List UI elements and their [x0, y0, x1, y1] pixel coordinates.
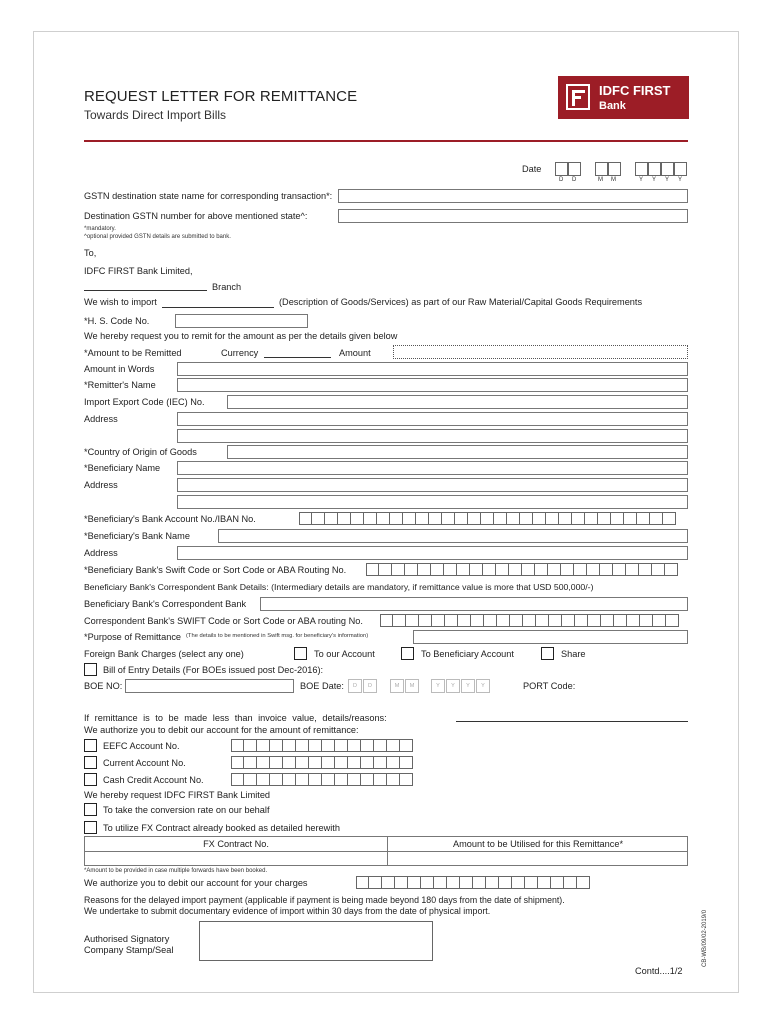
- fx-contract-no-cell[interactable]: [85, 852, 387, 866]
- ben-account-label: *Beneficiary's Bank Account No./IBAN No.: [84, 514, 256, 524]
- date-day-1[interactable]: [555, 162, 568, 176]
- date-ph-m2: M: [611, 177, 616, 183]
- charges-debit-label: We authorize you to debit our account for your charges: [84, 878, 308, 888]
- goods-description-line[interactable]: [162, 307, 274, 308]
- request-ltd-label: We hereby request IDFC FIRST Bank Limited: [84, 790, 271, 800]
- form-code: CB-WB/09/02-2019/0: [702, 909, 708, 967]
- undertake-text: We undertake to submit documentary evidence of import within 30 days from the date of physical import.: [84, 906, 491, 916]
- boe-date-month[interactable]: M M: [390, 679, 420, 693]
- beneficiary-name-label: *Beneficiary Name: [84, 463, 161, 473]
- logo-icon: [566, 84, 590, 110]
- form-page: [33, 31, 739, 993]
- fx-table: [84, 836, 688, 866]
- signatory-label: Authorised Signatory: [84, 934, 170, 944]
- amount-input[interactable]: [393, 345, 688, 359]
- boe-date-year[interactable]: Y Y Y Y: [431, 679, 491, 693]
- form-subtitle: Towards Direct Import Bills: [84, 108, 227, 122]
- eefc-checkbox[interactable]: [84, 739, 97, 752]
- beneficiary-address-input-1[interactable]: [177, 478, 688, 492]
- authorize-debit-label: We authorize you to debit our account for the amount of remittance:: [84, 725, 359, 735]
- charges-account-cells[interactable]: [356, 876, 590, 889]
- beneficiary-name-input[interactable]: [177, 461, 688, 475]
- port-code-label: PORT Code:: [523, 681, 576, 691]
- purpose-note: (The details to be mentioned in Swift msg. for beneficiary's information): [186, 633, 369, 639]
- charges-ben-label: To Beneficiary Account: [421, 649, 514, 659]
- fx-contract-label: To utilize FX Contract already booked as detailed herewith: [103, 823, 340, 833]
- charges-share-label: Share: [561, 649, 586, 659]
- boe-details-label: Bill of Entry Details (For BOEs issued post Dec-2016):: [103, 665, 324, 675]
- fx-amount-cell[interactable]: [388, 852, 688, 866]
- to-label: To,: [84, 248, 97, 258]
- iec-label: Import Export Code (IEC) No.: [84, 397, 205, 407]
- gstn-number-label: Destination GSTN number for above mentioned state^:: [84, 211, 308, 221]
- country-origin-label: *Country of Origin of Goods: [84, 447, 197, 457]
- boe-no-input[interactable]: [125, 679, 294, 693]
- remitter-name-label: *Remitter's Name: [84, 380, 156, 390]
- currency-line[interactable]: [264, 357, 331, 358]
- gstn-state-label: GSTN destination state name for corresponding transaction*:: [84, 191, 333, 201]
- remitter-address-input-1[interactable]: [177, 412, 688, 426]
- cash-credit-checkbox[interactable]: [84, 773, 97, 786]
- corr-swift-cells[interactable]: [380, 614, 679, 627]
- ben-account-cells[interactable]: [299, 512, 676, 525]
- date-ph-y3: Y: [665, 177, 670, 183]
- corr-bank-label: Beneficiary Bank's Correspondent Bank: [84, 599, 247, 609]
- date-year-3[interactable]: [661, 162, 674, 176]
- fx-table-col2-header: Amount to be Utilised for this Remittance*: [452, 839, 624, 849]
- bank-name: IDFC FIRST Bank Limited,: [84, 266, 193, 276]
- corr-bank-input[interactable]: [260, 597, 688, 611]
- ben-bank-name-input[interactable]: [218, 529, 688, 543]
- date-year-1[interactable]: [635, 162, 648, 176]
- date-ph-d1: D: [559, 177, 564, 183]
- cash-credit-cells[interactable]: [231, 773, 413, 786]
- remitter-address-label: Address: [84, 414, 118, 424]
- current-account-cells[interactable]: [231, 756, 413, 769]
- amount-words-input[interactable]: [177, 362, 688, 376]
- charges-our-label: To our Account: [314, 649, 375, 659]
- less-value-line[interactable]: [456, 721, 688, 722]
- bank-logo: [558, 76, 689, 119]
- eefc-label: EEFC Account No.: [103, 741, 180, 751]
- fx-table-col1-header: FX Contract No.: [203, 839, 269, 849]
- boe-no-label: BOE NO:: [84, 681, 123, 691]
- gstn-number-input[interactable]: [338, 209, 688, 223]
- ben-swift-cells[interactable]: [366, 563, 678, 576]
- gstn-note-mandatory: *mandatory.: [84, 226, 116, 232]
- currency-label: Currency: [221, 348, 259, 358]
- ben-bank-address-input[interactable]: [177, 546, 688, 560]
- purpose-label: *Purpose of Remittance: [84, 632, 182, 642]
- conversion-label: To take the conversion rate on our behalf: [103, 805, 270, 815]
- logo-line1: IDFC FIRST: [599, 83, 671, 98]
- stamp-label: Company Stamp/Seal: [84, 945, 174, 955]
- boe-date-day[interactable]: D D: [348, 679, 378, 693]
- charges-share-checkbox[interactable]: [541, 647, 554, 660]
- charges-our-checkbox[interactable]: [294, 647, 307, 660]
- iec-input[interactable]: [227, 395, 688, 409]
- date-year-2[interactable]: [648, 162, 661, 176]
- purpose-input[interactable]: [413, 630, 688, 644]
- logo-line2: Bank: [599, 100, 626, 112]
- branch-label: Branch: [212, 282, 242, 292]
- date-ph-y1: Y: [639, 177, 644, 183]
- date-year-4[interactable]: [674, 162, 687, 176]
- goods-description-text: (Description of Goods/Services) as part of our Raw Material/Capital Goods Requirements: [279, 297, 643, 307]
- date-label: Date: [522, 164, 542, 174]
- amount-remitted-label: *Amount to be Remitted: [84, 348, 182, 358]
- continued-label: Contd....1/2: [635, 966, 683, 976]
- boe-date-label: BOE Date:: [300, 681, 344, 691]
- header-divider: [84, 140, 688, 142]
- corr-swift-label: Correspondent Bank's SWIFT Code or Sort Code or ABA routing No.: [84, 616, 363, 626]
- gstn-state-input[interactable]: [338, 189, 688, 203]
- ben-bank-name-label: *Beneficiary's Bank Name: [84, 531, 190, 541]
- boe-checkbox[interactable]: [84, 663, 97, 676]
- corr-details-label: Beneficiary Bank's Correspondent Bank Details: (Intermediary details are mandatory, if remittance value is more that USD 500,000/-): [84, 582, 594, 592]
- conversion-checkbox[interactable]: [84, 803, 97, 816]
- date-month-1[interactable]: [595, 162, 608, 176]
- date-month-2[interactable]: [608, 162, 621, 176]
- charges-ben-checkbox[interactable]: [401, 647, 414, 660]
- delay-reason-text: Reasons for the delayed import payment (applicable if payment is being made beyond 180 days from the date of shipment).: [84, 895, 565, 905]
- date-ph-d2: D: [572, 177, 577, 183]
- beneficiary-address-label: Address: [84, 480, 118, 490]
- date-ph-y4: Y: [678, 177, 683, 183]
- date-ph-y2: Y: [652, 177, 657, 183]
- fx-contract-checkbox[interactable]: [84, 821, 97, 834]
- current-account-label: Current Account No.: [103, 758, 186, 768]
- bank-charges-label: Foreign Bank Charges (select any one): [84, 649, 244, 659]
- current-account-checkbox[interactable]: [84, 756, 97, 769]
- hs-code-label: *H. S. Code No.: [84, 316, 150, 326]
- signature-box[interactable]: [199, 921, 433, 961]
- date-day-2[interactable]: [568, 162, 581, 176]
- gstn-note-optional: ^optional provided GSTN details are submitted to bank.: [84, 234, 231, 240]
- wish-import-label: We wish to import: [84, 297, 157, 307]
- request-remit-text: We hereby request you to remit for the amount as per the details given below: [84, 331, 398, 341]
- form-title: REQUEST LETTER FOR REMITTANCE: [84, 88, 358, 105]
- remitter-address-input-2[interactable]: [177, 429, 688, 443]
- beneficiary-address-input-2[interactable]: [177, 495, 688, 509]
- ben-bank-address-label: Address: [84, 548, 118, 558]
- amount-label: Amount: [339, 348, 371, 358]
- cash-credit-label: Cash Credit Account No.: [103, 775, 204, 785]
- fx-footnote: *Amount to be provided in case multiple forwards have been booked.: [84, 868, 268, 874]
- hs-code-input[interactable]: [175, 314, 308, 328]
- ben-swift-label: *Beneficiary Bank's Swift Code or Sort Code or ABA Routing No.: [84, 565, 347, 575]
- eefc-account-cells[interactable]: [231, 739, 413, 752]
- branch-line[interactable]: [84, 290, 207, 291]
- country-origin-input[interactable]: [227, 445, 688, 459]
- remitter-name-input[interactable]: [177, 378, 688, 392]
- date-ph-m1: M: [598, 177, 603, 183]
- amount-words-label: Amount in Words: [84, 364, 155, 374]
- less-value-label: If remittance is to be made less than invoice value, details/reasons:: [84, 713, 387, 723]
